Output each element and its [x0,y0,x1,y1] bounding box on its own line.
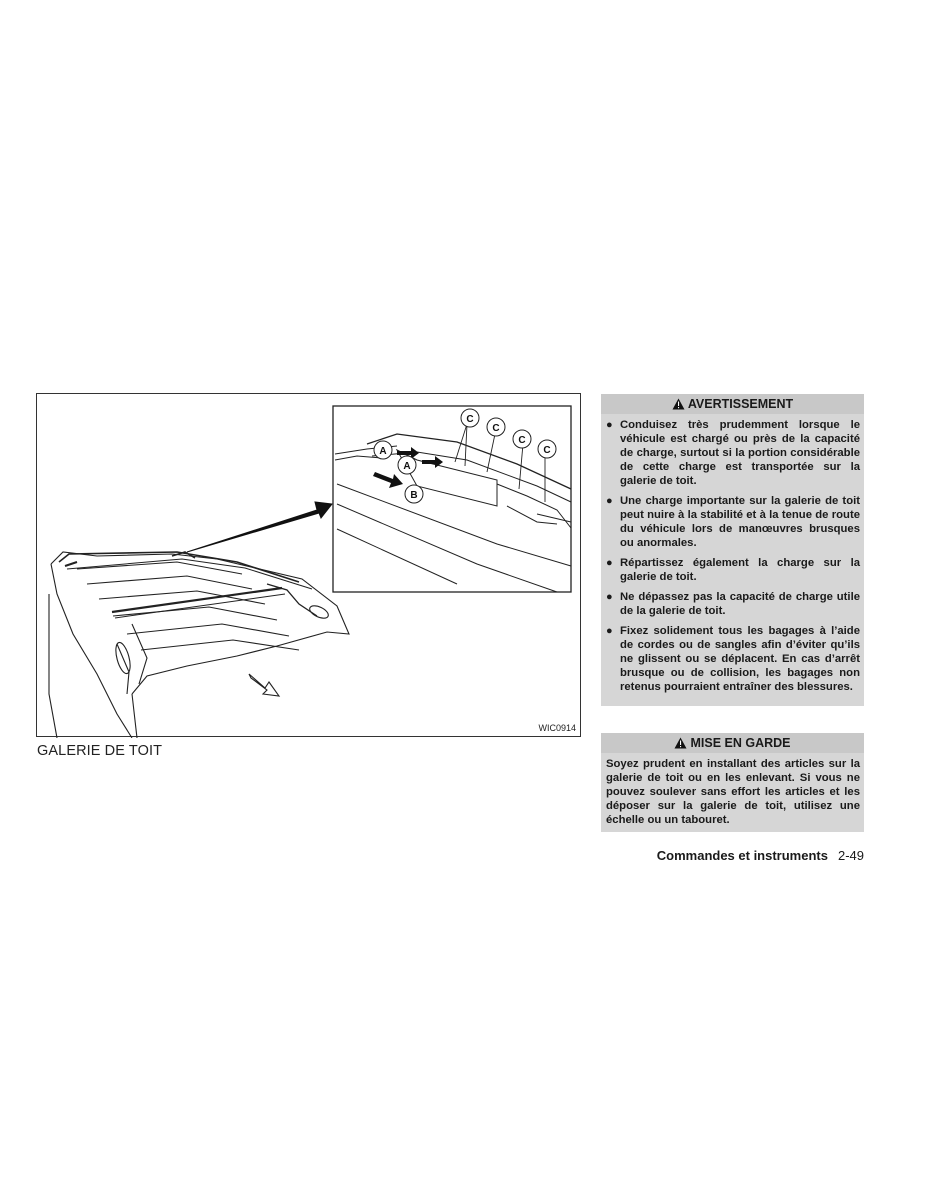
vehicle-roof [49,552,349,738]
list-item: ● Conduisez très prudemment lorsque le véhicule est chargé ou près de la capacité de charge, surtout si la portion considérable de cette charge est transportée sur la galerie de toit. [606,419,860,487]
caution-text: Soyez prudent en installant des articles sur la galerie de toit ou en les enlevant. Si vous ne pouvez soulever sans effort les articles et les déposer sur la galerie de toit, utilisez une échelle ou un tabouret. [601,753,864,832]
warning-list [601,414,864,694]
caution-header [601,733,864,753]
warning-header [601,394,864,414]
figure-caption: GALERIE DE TOIT [37,743,163,759]
caution-title: MISE EN GARDE [690,736,791,750]
callout-c1: C [466,414,474,425]
pointer-arrow [187,502,332,552]
detail-inset [333,406,571,592]
warning-triangle-icon [674,737,687,749]
list-item: ● Répartissez également la charge sur la galerie de toit. [606,557,860,583]
bullet-icon: ● [606,557,613,569]
roof-rack-illustration [36,393,581,737]
callout-a1: A [379,446,387,457]
page-number: 2-49 [837,848,864,863]
warning-triangle-icon [672,398,685,410]
list-item: ● Ne dépassez pas la capacité de charge utile de la galerie de toit. [606,591,860,617]
bullet-icon: ● [606,591,613,603]
callout-c3: C [518,435,526,446]
callout-b: B [410,490,418,501]
callout-c4: C [543,445,551,456]
callout-a2: A [403,461,411,472]
warning-title: AVERTISSEMENT [687,397,794,411]
list-item: ● Une charge importante sur la galerie de toit peut nuire à la stabilité et à la tenue de route du véhicule lors de manœuvres brusques ou anormales. [606,495,860,549]
roof-rack-drawing [37,394,582,738]
callout-c2: C [492,423,500,434]
figure-code: WIC0914 [538,723,576,733]
bullet-icon: ● [606,495,613,507]
bullet-icon: ● [606,419,613,431]
section-name: Commandes et instruments [656,848,828,863]
list-item: ● Fixez solidement tous les bagages à l’aide de cordes ou de sangles afin d’éviter qu’ils ne glissent ou se déplacent. En cas d’arrêt brusque ou de collision, les bagages non retenus pourraient entraîner des blessures. [606,625,860,693]
page-footer [657,848,864,863]
caution-box [601,733,864,832]
bullet-icon: ● [606,625,613,637]
warning-box [601,394,864,706]
